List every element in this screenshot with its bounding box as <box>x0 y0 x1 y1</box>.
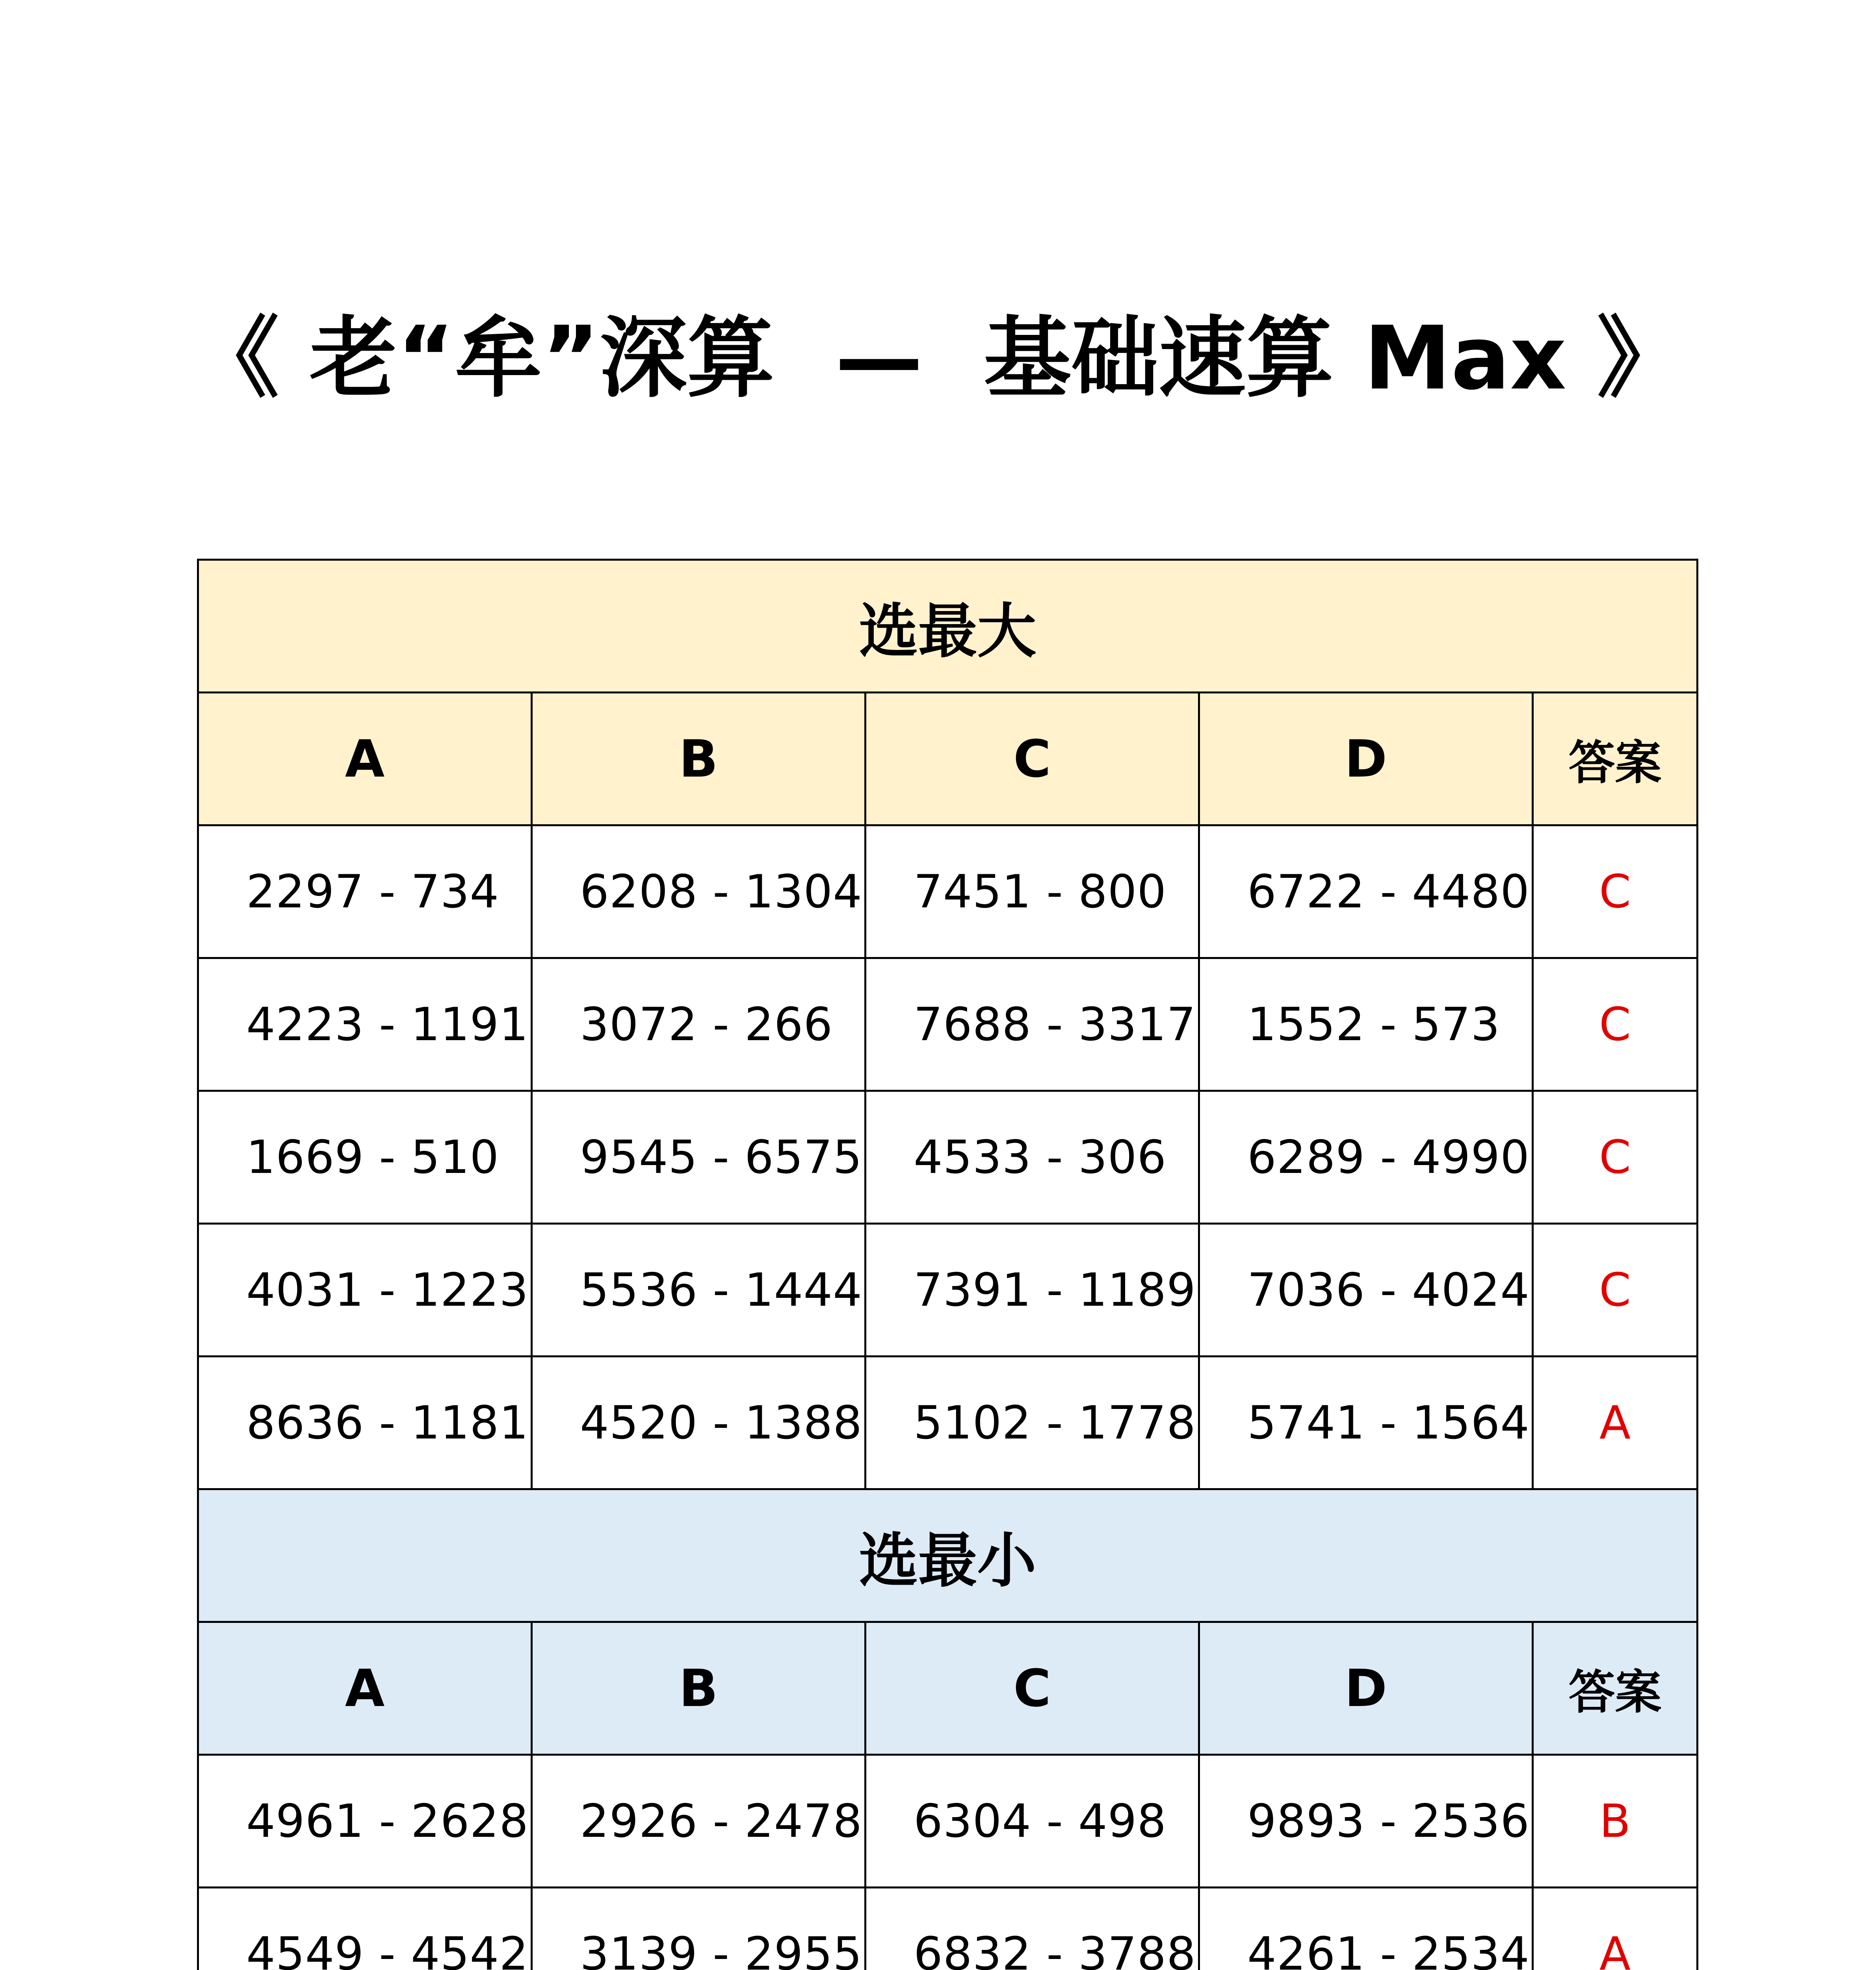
expression-cell: 8636 - 1181 <box>198 1357 532 1489</box>
expression-cell: 6722 - 4480 <box>1199 825 1533 958</box>
column-header-b: B <box>532 1622 866 1755</box>
expression-cell: 7391 - 1189 <box>866 1224 1199 1357</box>
expression-cell: 1552 - 573 <box>1199 958 1533 1091</box>
expression-cell: 4223 - 1191 <box>198 958 532 1091</box>
expression-cell: 6304 - 498 <box>866 1755 1199 1888</box>
answer-cell: A <box>1533 1357 1698 1489</box>
column-header-c: C <box>866 1622 1199 1755</box>
expression-cell: 9893 - 2536 <box>1199 1755 1533 1888</box>
expression-cell: 6289 - 4990 <box>1199 1091 1533 1224</box>
expression-cell: 4261 - 2534 <box>1199 1888 1533 1970</box>
section-max <box>198 560 1698 1489</box>
table-row <box>198 825 1698 958</box>
section-min <box>198 1489 1698 1970</box>
answer-cell: C <box>1533 1091 1698 1224</box>
expression-cell: 4031 - 1223 <box>198 1224 532 1357</box>
section-heading: 选最小 <box>198 1489 1698 1622</box>
table-row <box>198 1357 1698 1489</box>
answer-cell: A <box>1533 1888 1698 1970</box>
expression-cell: 9545 - 6575 <box>532 1091 866 1224</box>
expression-cell: 3139 - 2955 <box>532 1888 866 1970</box>
expression-cell: 7688 - 3317 <box>866 958 1199 1091</box>
expression-cell: 5536 - 1444 <box>532 1224 866 1357</box>
page-title: 《 老“牟”深算 — 基础速算 Max 》 <box>191 308 1685 409</box>
answer-cell: C <box>1533 958 1698 1091</box>
expression-cell: 2926 - 2478 <box>532 1755 866 1888</box>
section-heading: 选最大 <box>198 560 1698 693</box>
table-row <box>198 1091 1698 1224</box>
column-header-d: D <box>1199 693 1533 825</box>
table-row <box>198 1224 1698 1357</box>
expression-cell: 2297 - 734 <box>198 825 532 958</box>
answer-cell: B <box>1533 1755 1698 1888</box>
column-header-c: C <box>866 693 1199 825</box>
answer-cell: C <box>1533 825 1698 958</box>
table-row <box>198 958 1698 1091</box>
expression-cell: 4549 - 4542 <box>198 1888 532 1970</box>
column-header-b: B <box>532 693 866 825</box>
expression-cell: 6832 - 3788 <box>866 1888 1199 1970</box>
section-heading-row <box>198 560 1698 693</box>
column-header-row <box>198 693 1698 825</box>
expression-cell: 4533 - 306 <box>866 1091 1199 1224</box>
answer-cell: C <box>1533 1224 1698 1357</box>
table-row <box>198 1755 1698 1888</box>
expression-cell: 7036 - 4024 <box>1199 1224 1533 1357</box>
expression-cell: 1669 - 510 <box>198 1091 532 1224</box>
expression-cell: 5102 - 1778 <box>866 1357 1199 1489</box>
column-header-answer: 答案 <box>1533 693 1698 825</box>
column-header-a: A <box>198 1622 532 1755</box>
expression-cell: 6208 - 1304 <box>532 825 866 958</box>
column-header-d: D <box>1199 1622 1533 1755</box>
exercise-table <box>197 559 1698 1970</box>
table-row <box>198 1888 1698 1970</box>
column-header-row <box>198 1622 1698 1755</box>
expression-cell: 7451 - 800 <box>866 825 1199 958</box>
column-header-a: A <box>198 693 532 825</box>
column-header-answer: 答案 <box>1533 1622 1698 1755</box>
section-heading-row <box>198 1489 1698 1622</box>
expression-cell: 3072 - 266 <box>532 958 866 1091</box>
expression-cell: 4961 - 2628 <box>198 1755 532 1888</box>
expression-cell: 5741 - 1564 <box>1199 1357 1533 1489</box>
expression-cell: 4520 - 1388 <box>532 1357 866 1489</box>
